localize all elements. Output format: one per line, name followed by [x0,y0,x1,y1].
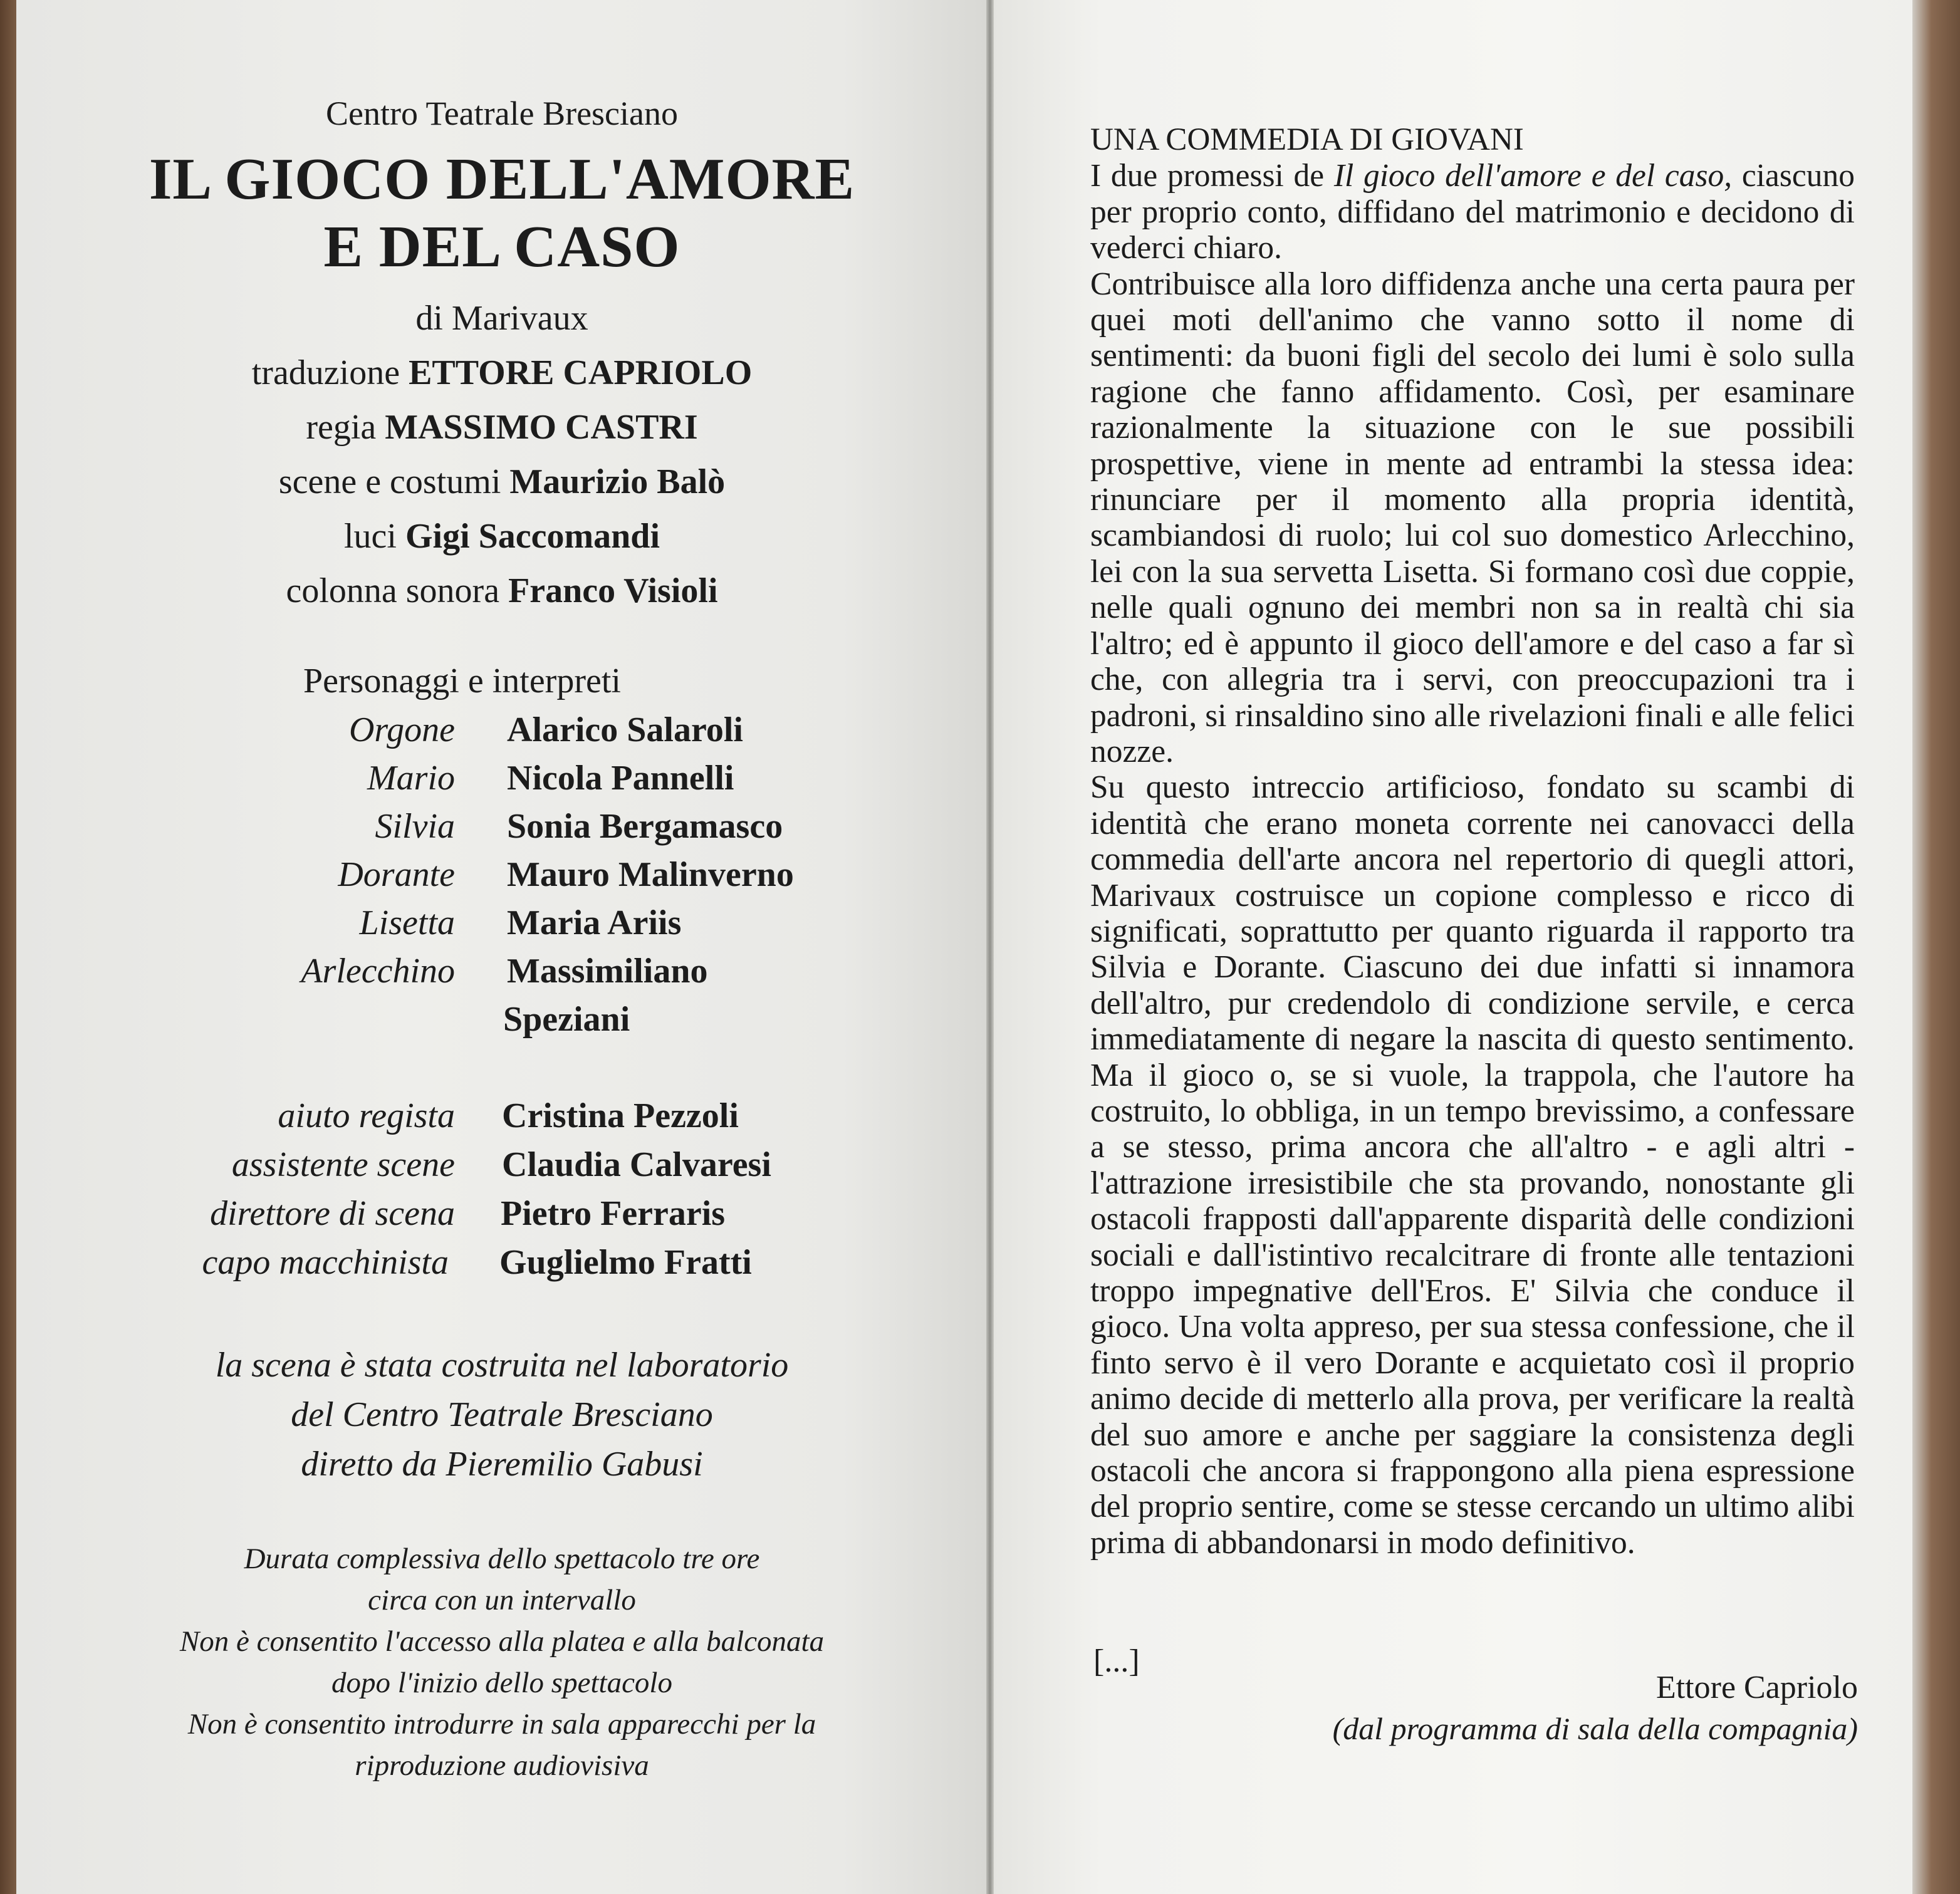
credit-name: Franco Visioli [508,571,718,610]
essay-paragraph-3: Su questo intreccio artificioso, fondato su scambi di identità che erano moneta corrente nei canovacci della commedia dell'arte ancora nel repertorio di quegli attori, Marivaux costruisce un copione complesso e ricco di significati, soprattutto per quanto riguarda il rapporto tra Silvia e Dorante. Ciascuno dei due infatti si innamora dell'altro, pur credendolo di condizione servile, e cerca immediatamente di negare la nascita di questo sentimento. Ma il gioco o, se si vuole, la trappola, che l'autore ha costruito, lo obbliga, in un tempo brevissimo, a confessare a se stesso, prima ancora che all'altro - e agli altri - l'attrazione irresistibile che sta provando, nonostante gli ostacoli frapposti dall'apparente disparità delle condizioni sociali e dall'istintivo recalcitrare di fronte alle tentazioni troppo impegnative dell'Eros. E' Silvia che conduce il gioco. Una volta appreso, per sua stessa confessione, che il finto servo è il vero Dorante e acquietato così il proprio animo decide di metterlo alla prova, per verificare la realtà del suo amore e anche per saggiare la consistenza degli ostacoli che ancora si frappongono alla piena espressione del proprio sentire, come se stesse cercando un ultimo alibi prima di abbandonarsi in modo definitivo. [1090,769,1855,1561]
workshop-note [16,1341,988,1489]
crew-row [16,1141,988,1189]
producer-name: Centro Teatrale Bresciano [326,95,678,132]
cast-role: Dorante [338,855,455,894]
credits-block [16,291,988,618]
cast-row [16,996,988,1044]
crew-name: Guglielmo Fratti [499,1243,752,1282]
cast-role: Mario [367,759,455,798]
essay-body [1090,122,1855,1561]
cast-actor: Massimiliano [507,952,708,991]
title-line-1: IL GIOCO DELL'AMORE [149,147,855,212]
cast-heading: Personaggi e interpreti [303,662,621,700]
notice-line: Non è consentito l'accesso alla platea e alla balconata [179,1625,825,1658]
essay-paragraph-2: Contribuisce alla loro diffidenza anche una certa paura per quei moti dell'animo che vanno sotto il nome di sentimenti: da buoni figli del secolo dei lumi è solo sulla ragione che fanno affidamento. Così, per esaminare razionalmente la situazione con le sue possibili prospettive, viene in mente ad entrambi la stessa idea: rinunciare per il momento alla propria identità, scambiandosi di ruolo; lui col suo domestico Arlecchino, lei con la sua servetta Lisetta. Si formano così due coppie, nelle quali ognuno dei membri non sa in realtà chi sia l'altro; ed è appunto il gioco dell'amore e del caso a far sì che, con allegria tra i servi, con preoccupazioni tra i padroni, si rinsaldino sino alle rivelazioni finali e alle felici nozze. [1090,266,1855,769]
cast-row [16,851,988,899]
crew-row [16,1092,988,1140]
crew-name: Claudia Calvaresi [502,1145,771,1184]
cast-actor: Nicola Pannelli [507,759,734,798]
essay-author: Ettore Capriolo [1655,1670,1858,1705]
audience-notice [16,1538,988,1786]
credit-label: colonna sonora [286,571,509,610]
cast-actor: Speziani [503,1000,630,1039]
credit-name: Gigi Saccomandi [405,517,660,556]
crew-name: Cristina Pezzoli [502,1096,739,1135]
credit-lights [16,509,988,564]
cast-role: Silvia [375,807,455,846]
crew-name: Pietro Ferraris [501,1194,726,1233]
cast-actor: Alarico Salaroli [507,710,743,749]
ellipsis-marker: [...] [1093,1643,1140,1679]
note-line: del Centro Teatrale Bresciano [291,1395,713,1434]
cast-role: Orgone [348,710,455,749]
table-surface-right [1912,0,1960,1894]
essay-paragraph-1 [1090,158,1855,266]
cast-row [16,899,988,947]
credit-author [16,291,988,346]
credit-label: di Marivaux [415,299,588,338]
cast-role: Arlecchino [301,952,455,991]
credit-label: luci [343,517,405,556]
cast-actor: Mauro Malinverno [507,855,794,894]
credit-name: MASSIMO CASTRI [385,408,698,447]
crew-row [16,1190,988,1238]
paragraph-text: I due promessi de [1090,158,1334,194]
credit-label: scene e costumi [278,462,510,501]
credit-label: traduzione [251,353,409,392]
crew-role: assistente scene [231,1145,455,1184]
cast-row [16,947,988,996]
cast-row [16,754,988,803]
table-surface-left [0,0,16,1894]
credit-label: regia [306,408,385,447]
note-line: diretto da Pieremilio Gabusi [301,1445,703,1484]
play-title [16,145,988,281]
crew-role: capo macchinista [202,1243,449,1282]
essay-source: (dal programma di sala della compagnia) [1332,1711,1858,1746]
credit-name: ETTORE CAPRIOLO [409,353,753,392]
notice-line: dopo l'inizio dello spettacolo [331,1667,672,1699]
play-title-italic: Il gioco dell'amore e del caso, [1333,158,1733,194]
notice-line: circa con un intervallo [368,1584,636,1616]
note-line: la scena è stata costruita nel laboratorio [215,1346,789,1385]
credit-translation [16,346,988,400]
crew-row [16,1239,988,1287]
paragraph-text: ciascuno per proprio conto, diffidano del matrimonio e decidono di vederci chiaro. [1090,158,1855,266]
crew-role: aiuto regista [278,1096,455,1135]
notice-line: riproduzione audiovisiva [355,1749,649,1782]
cast-role: Lisetta [359,903,455,942]
credit-sound [16,564,988,618]
cast-row [16,803,988,851]
credit-sets [16,455,988,509]
credit-name: Maurizio Balò [509,462,726,501]
essay-heading: UNA COMMEDIA DI GIOVANI [1090,122,1524,157]
crew-role: direttore di scena [210,1194,455,1233]
title-line-2: E DEL CASO [323,214,680,279]
cast-actor: Maria Ariis [507,903,682,942]
notice-line: Durata complessiva dello spettacolo tre ore [244,1543,760,1575]
cast-actor: Sonia Bergamasco [507,807,783,846]
notice-line: Non è consentito introdurre in sala apparecchi per la [187,1708,816,1741]
credit-direction [16,400,988,455]
cast-row [16,706,988,754]
